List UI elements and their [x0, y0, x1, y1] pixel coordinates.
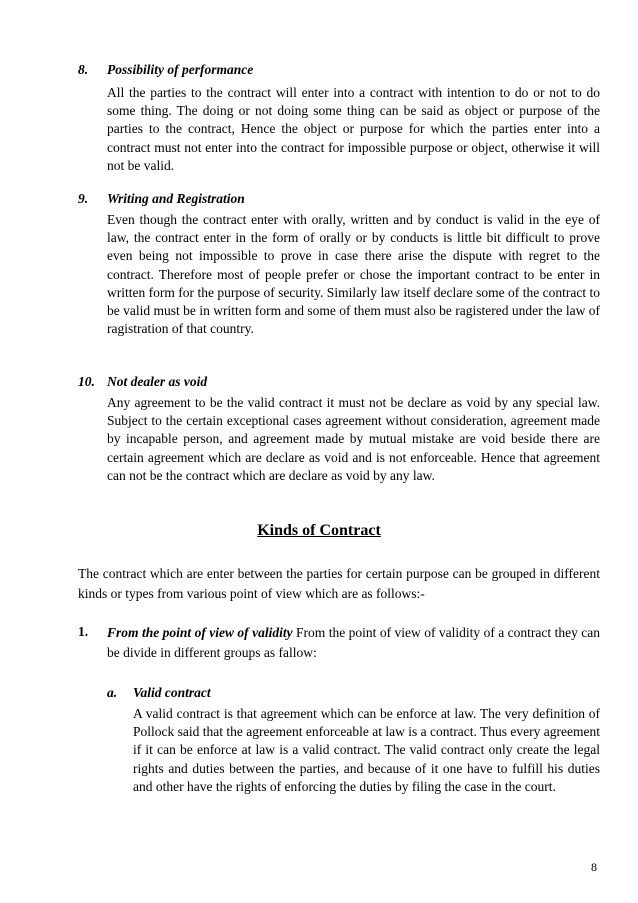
- section-paragraph: Any agreement to be the valid contract it must not be declare as void by any special law. Subject to the certain exceptional cases agreement without consideration, agreement made by incapable person, and agreement made by mutual mistake are void beside there are certain agreement which are declare as void and is not enforceable. Hence that agreement can not be the contract which are declare as void by any law.: [107, 395, 600, 483]
- section-paragraph: All the parties to the contract will enter into a contract with intention to do or not to do some thing. The doing or not doing some thing can be said as object or purpose of the parties to the contract, Hence the object or purpose for which the parties enter into a contract must not enter into the contract for impossible purpose or object, otherwise it will not be valid.: [107, 85, 600, 173]
- section-heading: Not dealer as void: [107, 374, 208, 389]
- subitem-heading: Valid contract: [133, 685, 211, 700]
- point-text: From the point of view of validity of a contract they can be divide in different groups as fallow:: [107, 625, 600, 660]
- page-number: 8: [591, 860, 597, 874]
- point-paragraph: [107, 623, 600, 662]
- section-heading: Writing and Registration: [107, 191, 245, 206]
- subitem-paragraph: A valid contract is that agreement which can be enforce at law. The very definition of Pollock said that the agreement enforceable at law is a contract. Thus every agreement if it can be enforce at law is a valid contract. The valid contract only create the legal rights and duties between the parties, and because of it one have to fulfill his duties and other have the rights of enforcing the duties by filing the case in the court.: [133, 706, 600, 794]
- subitem-letter: a.: [107, 685, 118, 700]
- page-title-text: Kinds of Contract: [257, 522, 381, 539]
- point-number: 1.: [78, 624, 89, 639]
- section-paragraph: Even though the contract enter with orally, written and by conduct is valid in the eye of law, the contract enter in the form of orally or by conducts is little bit difficult to prove even being not impossible to prove in case there arise the dispute with regret to the contract. Therefore most of people prefer or chose the important contract to be enter in written form for the purpose of security. Similarly law itself declare some of the contract to be valid must be in written form and some of them must also be ragistered under the law of ragistration of that country.: [107, 212, 600, 337]
- page-title: [0, 521, 638, 541]
- section-number: 10.: [78, 374, 95, 389]
- section-number: 9.: [78, 191, 89, 206]
- section-heading: Possibility of performance: [107, 62, 254, 77]
- section-number: 8.: [78, 62, 89, 77]
- point-heading: From the point of view of validity: [107, 625, 293, 640]
- intro-paragraph: The contract which are enter between the parties for certain purpose can be grouped in different kinds or types from various point of view which are as follows:-: [78, 566, 600, 601]
